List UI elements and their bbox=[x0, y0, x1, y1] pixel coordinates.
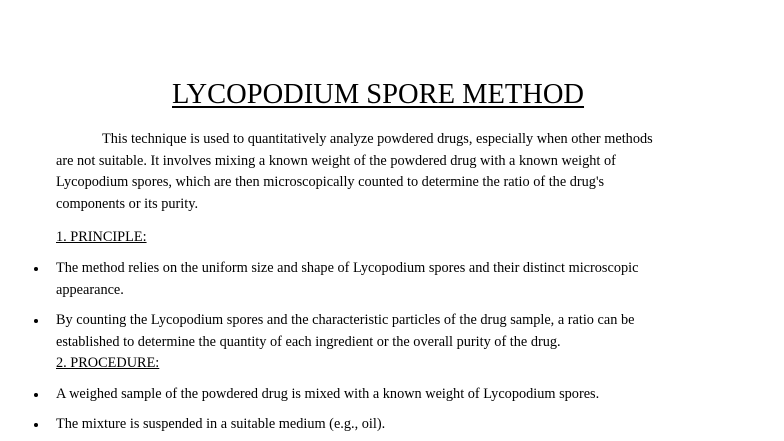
principle-item bbox=[56, 258, 756, 301]
principle-item bbox=[56, 310, 756, 353]
item-line: A weighed sample of the powdered drug is mixed with a known weight of Lycopodium spores. bbox=[56, 386, 600, 402]
item-line: By counting the Lycopodium spores and the characteristic particles of the drug sample, a ratio can be bbox=[56, 312, 635, 328]
bullet-icon bbox=[33, 421, 41, 429]
intro-line: Lycopodium spores, which are then microscopically counted to determine the ratio of the drug's bbox=[56, 174, 605, 191]
bullet-icon bbox=[33, 317, 41, 325]
document-title: LYCOPODIUM SPORE METHOD bbox=[172, 79, 585, 110]
procedure-item bbox=[56, 414, 756, 436]
bullet-icon bbox=[33, 391, 41, 399]
procedure-item bbox=[56, 384, 756, 406]
intro-line: components or its purity. bbox=[56, 195, 199, 212]
item-line: appearance. bbox=[56, 281, 124, 298]
item-line: established to determine the quantity of each ingredient or the overall purity of the drug. bbox=[56, 333, 561, 350]
item-line: The method relies on the uniform size and shape of Lycopodium spores and their distinct microscopic bbox=[56, 260, 639, 276]
principle-heading: 1. PRINCIPLE: bbox=[56, 229, 147, 245]
intro-paragraph bbox=[56, 129, 746, 215]
item-line: The mixture is suspended in a suitable medium (e.g., oil). bbox=[56, 416, 386, 432]
intro-line: This technique is used to quantitatively analyze powdered drugs, especially when other methods bbox=[102, 131, 653, 147]
procedure-heading: 2. PROCEDURE: bbox=[56, 355, 160, 371]
intro-line: are not suitable. It involves mixing a known weight of the powdered drug with a known weight of bbox=[56, 152, 616, 169]
bullet-icon bbox=[33, 265, 41, 273]
